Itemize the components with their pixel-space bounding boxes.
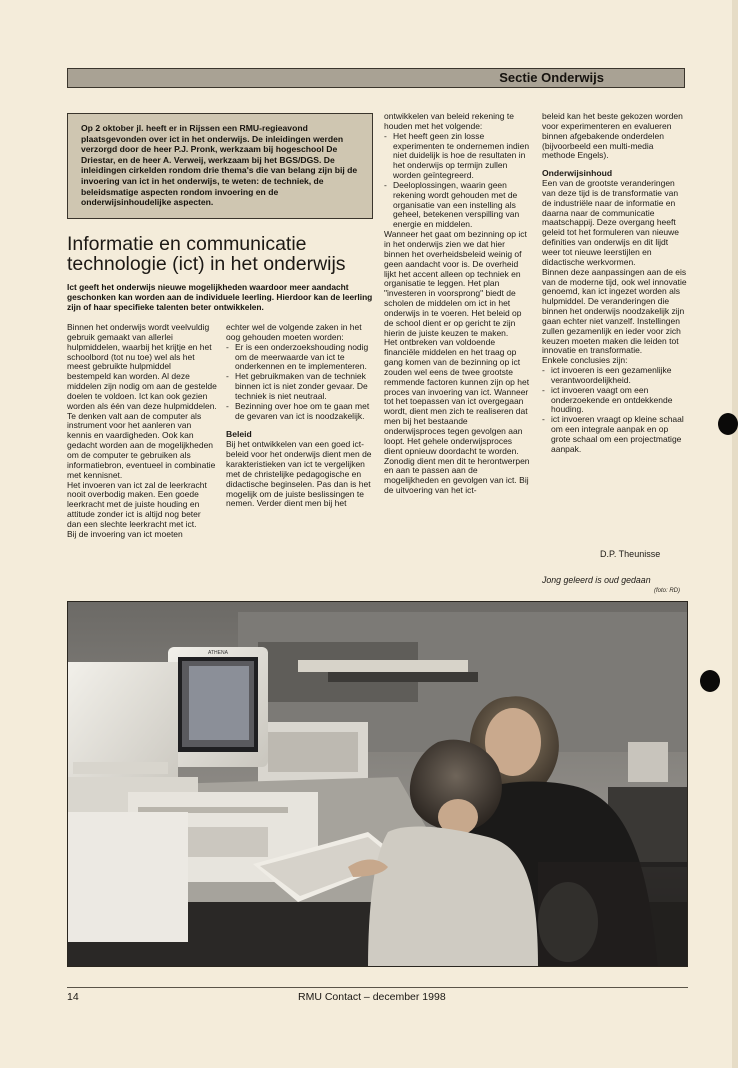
paragraph: Enkele conclusies zijn: (542, 355, 628, 366)
list-item: - ict invoeren vraagt op kleine schaal om een integrale aanpak en op grote schaal om een projectmatige aanpak. (542, 415, 688, 454)
bullet-list (542, 366, 688, 455)
list-item: - Bezinning over hoe om te gaan met de gevaren van ict is noodzakelijk. (226, 402, 374, 422)
monitor-brand: ATHENA (208, 650, 228, 656)
paragraph: Wanneer het gaat om bezinning op ict in het onderwijs zien we dat hier binnen het overheidsbeleid weinig of geen aandacht voor is. De overheid lijkt het accent alleen op techniek en organisatie te leggen. Het plan "investeren in voorsprong" biedt de scholen de middelen om ict in het onderwijs in te voeren. Het beleid op de school dient er op gericht te zijn hierin de juiste keuzen te maken. (384, 229, 527, 338)
list-item: - ict invoeren is een gezamenlijke verantwoordelijkheid. (542, 366, 688, 386)
section-title: Sectie Onderwijs (499, 70, 604, 85)
bullet-list (384, 132, 530, 230)
classroom-photo (67, 601, 688, 967)
list-item: - Het heeft geen zin losse experimenten te ondernemen indien niet duidelijk is hoe de resultaten in het onderwijs op termijn zullen worden geïntegreerd. (384, 132, 530, 181)
column-3 (384, 112, 530, 496)
intro-box: Op 2 oktober jl. heeft er in Rijssen een RMU-regieavond plaatsgevonden over ict in het onderwijs. De inleidingen werden verzorgd door de heer P.J. Pronk, werkzaam bij hogeschool De Driestar, en de heer A. Verweij, werkzaam bij het BGS/DGS. De inleidingen cirkelden rondom drie thema's die van belang zijn bij de invoering van ict in het onderwijs, te weten: de techniek, de beleidsmatige aspecten rondom invoering en de onderwijsinhoudelijke aspecten. (67, 113, 373, 219)
list-item: - Het gebruikmaken van de techniek binnen ict is niet zonder gevaar. De techniek is niet neutraal. (226, 372, 374, 402)
column-1 (67, 323, 217, 540)
section-header (67, 68, 685, 88)
paragraph: Bij het ontwikkelen van een goed ict-beleid voor het onderwijs dient men de karakteristieken van ict te vergelijken met de christelijke pedagogische en didactische beginselen. Pas dan is het mogelijk om de juiste beslissingen te nemen. Verder dient men bij het (226, 439, 372, 509)
list-item: - Er is een onderzoekshouding nodig om de meerwaarde van ict te onderkennen en te implementeren. (226, 343, 374, 373)
subheading-beleid: Beleid (226, 429, 252, 440)
page-edge (732, 0, 738, 1068)
article-lead: Ict geeft het onderwijs nieuwe mogelijkheden waardoor meer aandacht geschonken kan worden aan de individuele leerling. Hierdoor kan de leerling zijn of haar specifieke talenten beter ontwikkelen. (67, 282, 373, 312)
author-signature: D.P. Theunisse (600, 549, 661, 559)
paragraph: Een van de grootste veranderingen van deze tijd is de transformatie van de industriële naar de informatie en daarna naar de communicatie maatschappij. Deze overgang heeft geleid tot het formuleren van nieuwe definities van onderwijs en dit lijdt weer tot nieuwe leerstijlen en didactische werkvormen. (542, 178, 680, 267)
punch-hole (700, 670, 720, 692)
paragraph: Binnen deze aanpassingen aan de eis van de moderne tijd, ook wel innovatie genoemd, kan ict ingezet worden als hulpmiddel. De veranderingen die binnen het onderwijs noodzakelijk zijn gaan echter niet vanzelf. Instellingen zullen gezamenlijk en ieder voor zich keuzen moeten maken die leiden tot innovatie en transformatie. (542, 266, 687, 356)
column-4 (542, 112, 688, 455)
publication-info: RMU Contact – december 1998 (298, 991, 446, 1003)
list-item: - ict invoeren vaagt om een onderzoekende en ontdekkende houding. (542, 386, 688, 416)
page-number: 14 (67, 991, 79, 1003)
paragraph: echter wel de volgende zaken in het oog gehouden moeten worden: (226, 322, 362, 342)
paragraph: Het ontbreken van voldoende financiële middelen en het traag op gang komen van de bezinning op ict zouden wel eens de twee grootste remmende factoren kunnen zijn op het proces van invoering van ict. Wanneer tot het toepassen van ict overgegaan wordt, dient men zich te realiseren dat men bij het bestaande onderwijsproces tegen gevolgen aan loopt. Het gehele onderwijsproces dient opnieuw doordacht te worden. (384, 337, 530, 456)
subheading-onderwijsinhoud: Onderwijsinhoud (542, 168, 613, 179)
paragraph: Bij de invoering van ict moeten (67, 528, 183, 539)
photo-caption: Jong geleerd is oud gedaan (542, 575, 651, 585)
paragraph: Binnen het onderwijs wordt veelvuldig gebruik gemaakt van allerlei hulpmiddelen, waarbij het krijtje en het schoolbord (tot nu toe) wel als het meest gebruikte hulpmiddel bestempeld kan worden. Al deze middelen zijn nodig om aan de gestelde doelen te voldoen. Ict kan ook gezien worden als één van deze hulpmiddelen. Te denken valt aan de computer als instrument voor het aanleren van kennis en vaardigheden. Ook kan gedacht worden aan de mogelijkheden om de computer te gebruiken als informatiebron, eventueel in combinatie met kennisnet. (67, 322, 217, 480)
paragraph: Het invoeren van ict zal de leerkracht nooit overbodig maken. Een goede leerkracht met de juiste houding en attitude zonder ict is altijd nog beter dan een slechte leerkracht met ict. (67, 479, 207, 529)
article-headline: Informatie en communicatie technologie (ict) in het onderwijs (67, 233, 346, 275)
paragraph: beleid kan het beste gekozen worden voor experimenteren en evalueren binnen afgebakende onderdelen (bijvoorbeeld een multi-media methode Engels). (542, 111, 683, 161)
column-2 (226, 323, 374, 509)
paragraph: ontwikkelen van beleid rekening te houden met het volgende: (384, 111, 514, 131)
photo-illustration (68, 602, 688, 967)
paragraph: Zonodig dient men dit te herontwerpen en aan te passen aan de mogelijkheden en gevolgen van ict. Bij de uitvoering van het ict- (384, 455, 530, 496)
footer-rule (67, 987, 688, 988)
punch-hole (718, 413, 738, 435)
photo-credit: (foto: RD) (654, 588, 681, 594)
list-item: - Deeloplossingen, waarin geen rekening wordt gehouden met de organisatie van een instelling als geheel, betekenen verspilling van energie en middelen. (384, 181, 530, 230)
bullet-list (226, 343, 374, 422)
